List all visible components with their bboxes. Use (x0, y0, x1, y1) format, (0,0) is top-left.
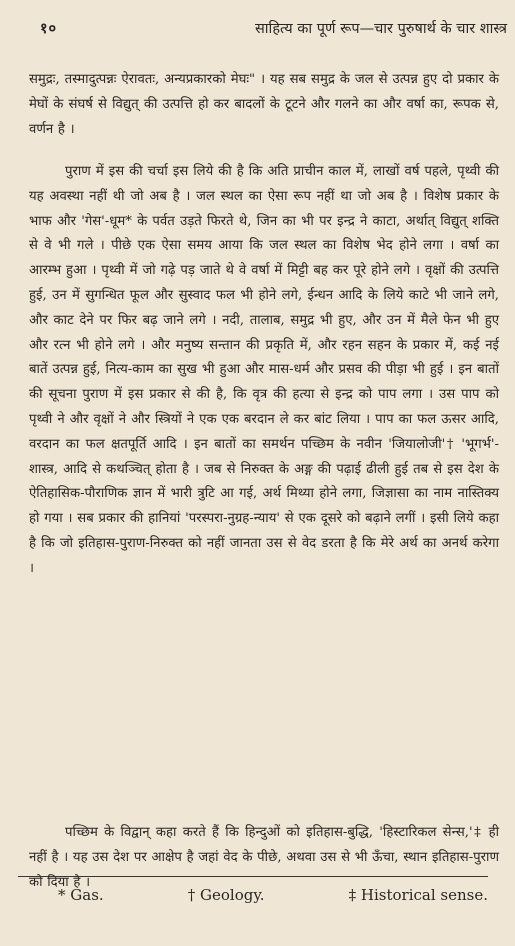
page-number: १० (40, 20, 58, 37)
paragraph-purana: पुराण में इस की चर्चा इस लिये की है कि अति प्राचीन काल में, लाखों वर्ष पहले, पृथ्वी की यह अवस्था नहीं थी जो अब है । जल स्थल का ऐसा रूप नहीं था जो अब है । विशेष प्रकार के भाफ और 'गेस'-धूम* के पर्वत उड़ते फिरते थे, जिन का भी पर इन्द्र ने काटा, अर्थात् विद्युत् शक्ति से वे भी गले । पीछे एक ऐसा समय आया कि जल स्थल का विशेष भेद होने लगा । वर्षा का आरम्भ हुआ । पृथ्वी में जो गढ़े पड़ जाते थे वे वर्षा में मिट्टी बह कर पूरे होने लगे । वृक्षों की उत्पत्ति हुई, उन में सुगन्धित फूल और सुस्वाद फल भी होने लगे, ईन्धन आदि के लिये काटे भी जाने लगे, और काट देने पर फिर बढ़ जाने लगे । नदी, तालाब, समुद्र भी हुए, और उन में मैले फेन भी हुए और रत्न भी होने लगे । और मनुष्य सन्तान की प्रकृति में, और रहन सहन के प्रकार में, कई नई बातें उत्पन्न हुई, नित्य-काम का सुख भी हुआ और मास-धर्म और प्रसव की पीड़ा भी हुई । इन बातों की सूचना पुराण में इस प्रकार से की है, कि वृत्र की हत्या से इन्द्र को पाप लगा । उस पाप को पृथ्वी ने और वृक्षों ने और स्त्रियों ने एक एक बरदान ले कर बांट लिया । पाप का फल ऊसर आदि, वरदान का फल क्षतपूर्ति आदि । इन बातों का समर्थन पच्छिम के नवीन 'जियालोजी'† 'भूगर्भ'-शास्त्र, आदि से कथञ्चित् होता है । जब से निरुक्त के अङ्ग की पढ़ाई ढीली हुई तब से इस देश के ऐतिहासिक-पौराणिक ज्ञान में भारी त्रुटि आ गई, अर्थ मिथ्या होने लगा, जिज्ञासा का नाम नास्तिक्य हो गया । सब प्रकार की हानियां 'परस्परा-नुग्रह-न्याय' से एक दूसरे को बढ़ाने लगीं । इसी लिये कहा है कि जो इतिहास-पुराण-निरुक्त को नहीं जानता उस से वेद डरता है कि मेरे अर्थ का अनर्थ करेगा । (29, 164, 499, 576)
paragraph-western-scholars: पच्छिम के विद्वान् कहा करते हैं कि हिन्दुओं को इतिहास-बुद्धि, 'हिस्टारिकल सेन्स,'‡ ही नहीं है । यह उस देश पर आक्षेप है जहां वेद के पीछे, अथवा उस से भी ऊँचा, स्थान इतिहास-पुराण को दिया है । (29, 825, 499, 890)
footnote-divider (18, 876, 488, 877)
footnote-geology: † Geology. (187, 886, 265, 904)
paragraph-continuation: समुद्रः, तस्मादुत्पन्नः ऐरावतः, अन्यप्रकारको मेघः" । यह सब समुद्र के जल से उत्पन्न हुए दो प्रकार के मेघों के संघर्ष से विद्युत् की उत्पत्ति हो कर बादलों के टूटने और गलने का और वर्षा का, रूपक से, वर्णन है । (29, 72, 499, 137)
footnote-gas: * Gas. (58, 886, 104, 904)
footnotes (58, 886, 488, 904)
page-header (40, 18, 507, 40)
running-title: साहित्य का पूर्ण रूप—चार पुरुषार्थ के चार शास्त्र (255, 21, 507, 37)
footnote-historical-sense: ‡ Historical sense. (348, 886, 488, 904)
